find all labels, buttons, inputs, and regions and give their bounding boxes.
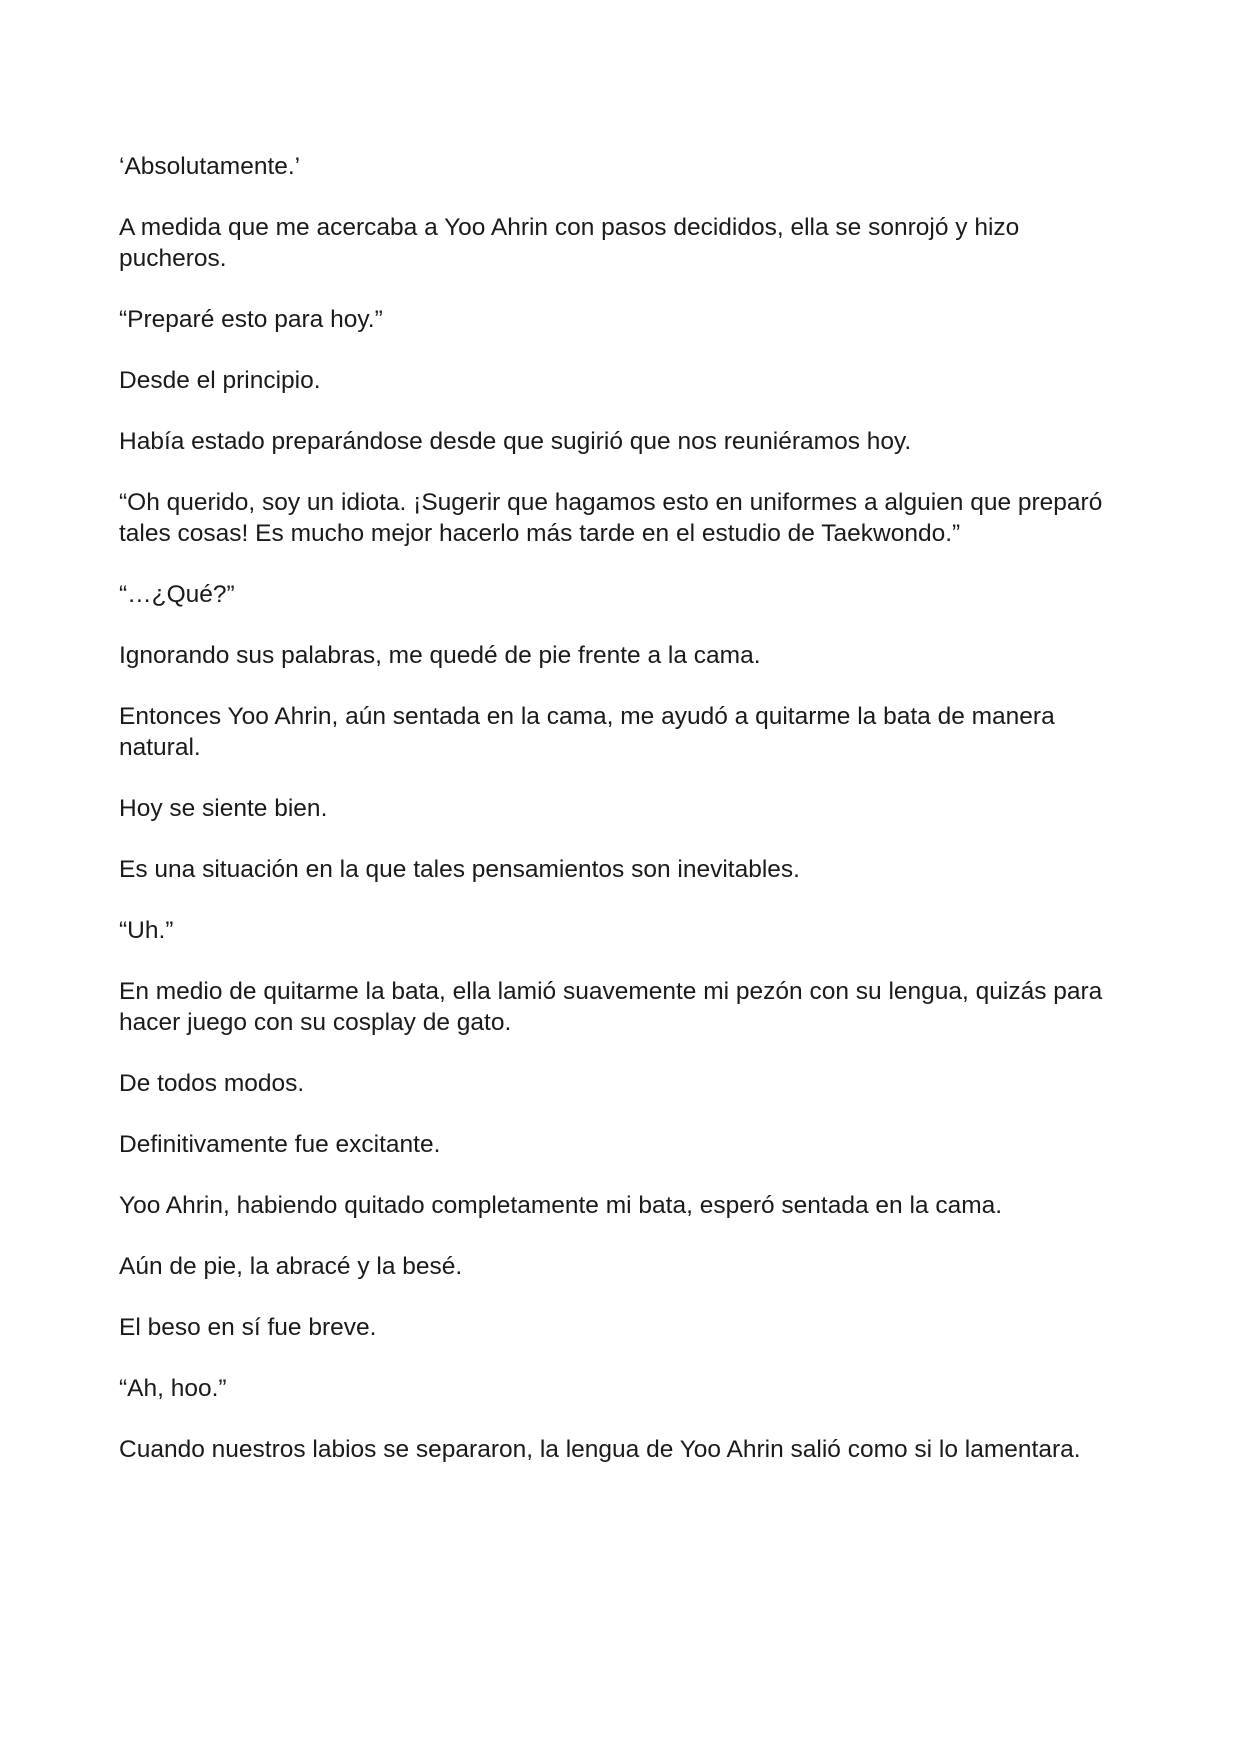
paragraph: De todos modos. bbox=[119, 1070, 305, 1097]
paragraph: “Preparé esto para hoy.” bbox=[119, 306, 383, 333]
paragraph: Hoy se siente bien. bbox=[119, 795, 328, 822]
paragraph: Es una situación en la que tales pensamientos son inevitables. bbox=[119, 856, 800, 883]
paragraph: Ignorando sus palabras, me quedé de pie frente a la cama. bbox=[119, 642, 761, 669]
paragraph: ‘Absolutamente.’ bbox=[119, 153, 301, 180]
paragraph: Entonces Yoo Ahrin, aún sentada en la cama, me ayudó a quitarme la bata de manera natural. bbox=[119, 703, 1055, 761]
paragraph: Cuando nuestros labios se separaron, la lengua de Yoo Ahrin salió como si lo lamentara. bbox=[119, 1436, 1081, 1463]
paragraph: Definitivamente fue excitante. bbox=[119, 1131, 441, 1158]
paragraph: Había estado preparándose desde que sugirió que nos reuniéramos hoy. bbox=[119, 428, 912, 455]
paragraph: Yoo Ahrin, habiendo quitado completamente mi bata, esperó sentada en la cama. bbox=[119, 1192, 1003, 1219]
paragraph: En medio de quitarme la bata, ella lamió suavemente mi pezón con su lengua, quizás para hacer juego con su cosplay de gato. bbox=[119, 978, 1103, 1036]
paragraph: A medida que me acercaba a Yoo Ahrin con pasos decididos, ella se sonrojó y hizo pucheros. bbox=[119, 214, 1020, 272]
paragraph: Desde el principio. bbox=[119, 367, 321, 394]
paragraph: El beso en sí fue breve. bbox=[119, 1314, 377, 1341]
document-body bbox=[119, 151, 1129, 1495]
paragraph: “Uh.” bbox=[119, 917, 174, 944]
paragraph: “Oh querido, soy un idiota. ¡Sugerir que hagamos esto en uniformes a alguien que preparó tales cosas! Es mucho mejor hacerlo más tarde en el estudio de Taekwondo.” bbox=[119, 489, 1103, 547]
paragraph: “Ah, hoo.” bbox=[119, 1375, 227, 1402]
paragraph: “…¿Qué?” bbox=[119, 581, 235, 608]
paragraph: Aún de pie, la abracé y la besé. bbox=[119, 1253, 463, 1280]
